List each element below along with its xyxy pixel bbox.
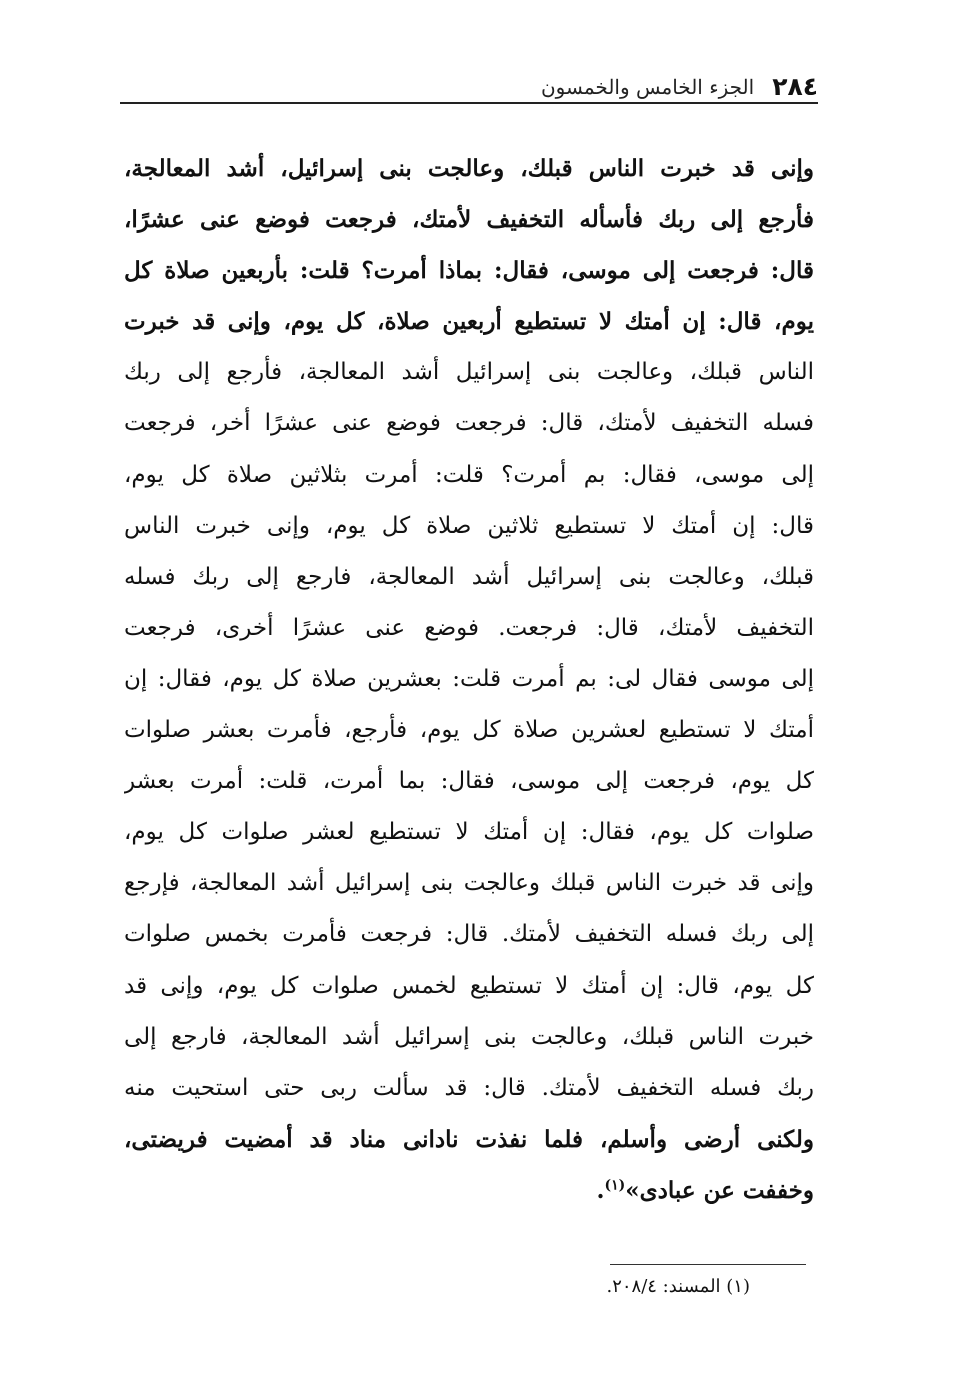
page-number: ٢٨٤ (772, 72, 818, 101)
text-line: قال: إن أمتك لا تستطيع ثلاثين صلاة كل يوم، وإنى خبرت الناس (124, 512, 814, 539)
text-line: التخفيف لأمتك، قال: فرجعت. فوضع عنى عشرًا أخرى، فرجعت (124, 614, 814, 641)
text-line: صلوات كل يوم، فقال: إن أمتك لا تستطيع لعشر صلوات كل يوم، (124, 819, 814, 846)
header-divider (120, 102, 818, 104)
text-line: إلى ربك فسله التخفيف لأمتك. قال: فرجعت فأمرت بخمس صلوات (124, 921, 814, 948)
text-line: خبرت الناس قبلك، وعالجت بنى إسرائيل أشد المعالجة، فارجع إلى (124, 1023, 814, 1050)
last-line-end: . (596, 1176, 605, 1204)
footnote: (١) المسند: ٢٠٨/٤. (606, 1276, 750, 1297)
text-line: وإنى قد خبرت الناس قبلك وعالجت بنى إسرائيل أشد المعالجة، فإرجع (124, 870, 814, 897)
text-line: قال: فرجعت إلى موسى، فقال: بماذا أمرت؟ قلت: بأربعين صلاة كل (124, 257, 814, 285)
text-line: إلى موسى فقال لى: بم أمرت قلت: بعشرين صلاة كل يوم، فقال: إن (124, 665, 814, 692)
text-line: إلى موسى، فقال: بم أمرت؟ قلت: أمرت بثلاثين صلاة كل يوم، (124, 461, 814, 488)
text-line: يوم، قال: إن أمتك لا تستطيع أربعين صلاة، كل يوم، وإنى قد خبرت (124, 308, 814, 336)
footnote-divider (610, 1264, 806, 1265)
running-title: الجزء الخامس والخمسون (540, 75, 755, 99)
text-line: أمتك لا تستطيع لعشرين صلاة كل يوم، فأرجع، فأمرت بعشر صلوات (124, 717, 814, 744)
page-header (120, 58, 818, 102)
text-line: وإنى قد خبرت الناس قبلك، وعالجت بنى إسرائيل، أشد المعالجة، (124, 155, 814, 182)
text-line-last (124, 1165, 814, 1216)
text-line: فأرجع إلى ربك فأسأله التخفيف لأمتك، فرجعت فوضع عنى عشرًا، (124, 206, 814, 234)
text-line: كل يوم، فرجعت إلى موسى، فقال: بما أمرت، قلت: أمرت بعشر (124, 768, 814, 795)
text-line: قبلك، وعالجت بنى إسرائيل أشد المعالجة، فارجع إلى ربك فسله (124, 563, 814, 590)
footnote-reference: (١) (604, 1177, 626, 1194)
text-line: ولكنى أرضى وأسلم، فلما نفذت نادانى مناد قد أمضيت فريضتى، (124, 1125, 814, 1153)
text-line: فسله التخفيف لأمتك، قال: فرجعت فوضع عنى عشرًا أخر، فرجعت (124, 410, 814, 437)
text-line: كل يوم، قال: إن أمتك لا تستطيع لخمس صلوات كل يوم، وإنى قد (124, 972, 814, 999)
body-text (124, 143, 814, 1216)
last-line-text: وخففت عن عبادى» (625, 1176, 814, 1204)
text-line: الناس قبلك، وعالجت بنى إسرائيل أشد المعالجة، فأرجع إلى ربك (124, 359, 814, 386)
text-line: ربك فسله التخفيف لأمتك. قال: قد سألت ربى حتى استحيت منه (124, 1074, 814, 1101)
